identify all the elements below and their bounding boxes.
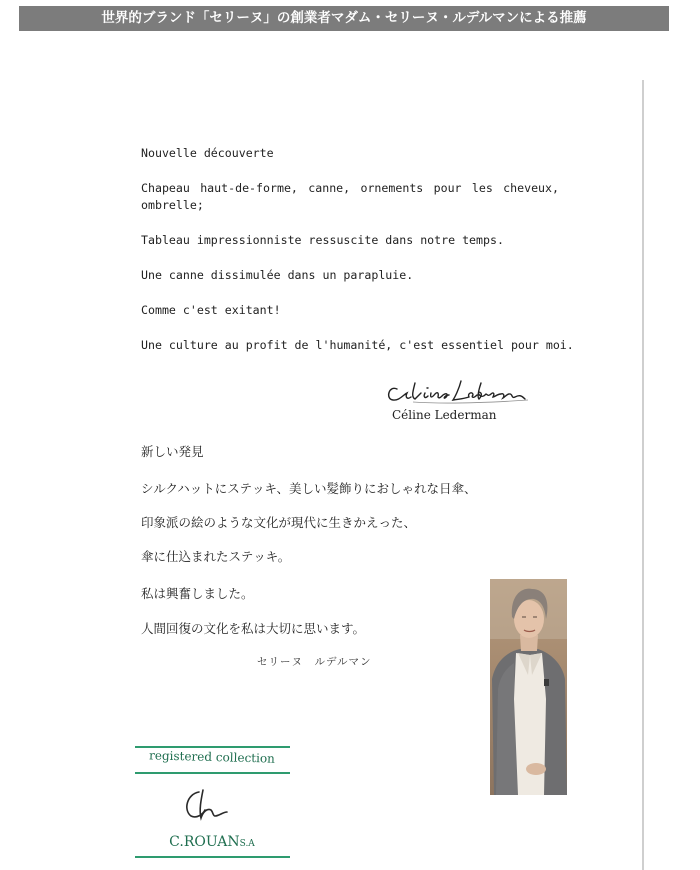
handwritten-signature xyxy=(383,375,543,407)
stamp-signature xyxy=(177,786,247,826)
stamp-mid-line xyxy=(135,772,290,774)
japanese-line-1: 新しい発見 xyxy=(141,444,204,459)
signature-name-fr: Céline Lederman xyxy=(392,408,497,422)
page-header xyxy=(19,6,669,31)
signature-name-jp: セリーヌ ルデルマン xyxy=(257,656,372,668)
portrait-photo xyxy=(490,579,567,795)
french-line-2: Chapeau haut-de-forme, canne, ornements pour les cheveux, ombrelle; xyxy=(141,181,559,212)
stamp-bottom-line xyxy=(135,856,290,858)
french-line-1: Nouvelle découverte xyxy=(141,146,274,160)
french-line-5: Comme c'est exitant! xyxy=(141,303,281,317)
japanese-line-2: シルクハットにステッキ、美しい髪飾りにおしゃれな日傘、 xyxy=(141,481,477,496)
stamp-registered-text: registered collection xyxy=(148,748,276,766)
registered-collection-stamp xyxy=(132,738,292,868)
japanese-line-5: 私は興奮しました。 xyxy=(141,586,254,601)
stamp-brand xyxy=(132,834,292,850)
header-title: 世界的ブランド「セリーヌ」の創業者マダム・セリーヌ・ルデルマンによる推薦 xyxy=(101,10,587,26)
japanese-line-6: 人間回復の文化を私は大切に思います。 xyxy=(141,621,366,636)
french-line-6: Une culture au profit de l'humanité, c'est essentiel pour moi. xyxy=(141,338,574,352)
japanese-line-3: 印象派の絵のような文化が現代に生きかえった、 xyxy=(141,515,417,530)
french-line-4: Une canne dissimulée dans un parapluie. xyxy=(141,268,414,282)
french-line-3: Tableau impressionniste ressuscite dans notre temps. xyxy=(141,233,504,247)
page-edge-line xyxy=(642,80,644,870)
stamp-brand-suffix: S.A xyxy=(239,839,255,849)
japanese-line-4: 傘に仕込まれたステッキ。 xyxy=(141,549,291,564)
stamp-brand-main: C.ROUAN xyxy=(169,834,240,850)
